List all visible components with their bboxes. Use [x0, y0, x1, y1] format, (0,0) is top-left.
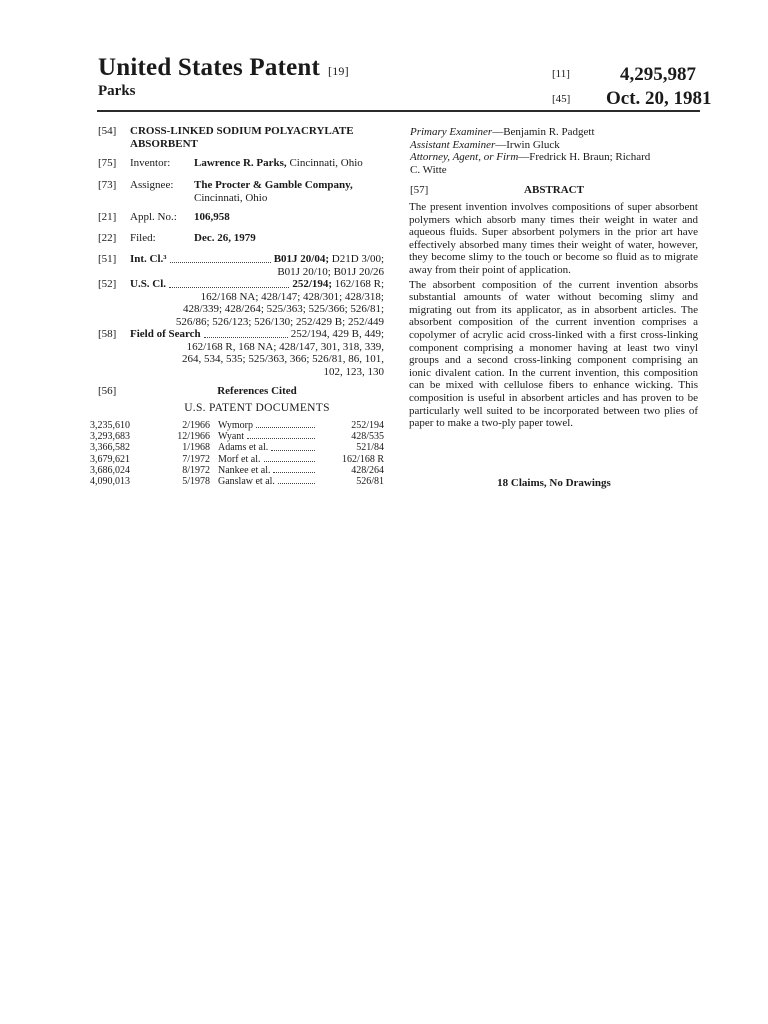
header-rule	[97, 110, 700, 112]
assignee-city: Cincinnati, Ohio	[194, 191, 268, 204]
inventor-city: Cincinnati, Ohio	[289, 157, 363, 169]
ref-name-text: Wyant	[218, 431, 245, 443]
ref-number: 3,366,582	[90, 442, 130, 454]
field-line4: 102, 123, 130	[323, 365, 384, 378]
intcl-field	[130, 253, 384, 278]
intcl-leader	[170, 261, 271, 263]
intcl-label: Int. Cl.³	[130, 253, 167, 265]
appl-code: [21]	[98, 211, 117, 223]
field-line2: 162/168 R, 168 NA; 428/147, 301, 318, 339,	[186, 340, 384, 353]
ref-row	[90, 431, 384, 442]
ref-date: 1/1968	[182, 442, 210, 454]
ref-date: 8/1972	[182, 464, 210, 476]
patent-title-text: United States Patent	[98, 54, 321, 81]
inventor-code: [75]	[98, 157, 117, 169]
intcl-line2: B01J 20/10; B01J 20/26	[277, 265, 384, 278]
primary-examiner-label: Primary Examiner	[410, 126, 493, 138]
uscl-field	[130, 278, 384, 328]
ref-class: 526/81	[356, 476, 384, 488]
appl-number: 106,958	[194, 211, 230, 223]
title-code: [54]	[98, 125, 117, 137]
refs-table	[90, 420, 384, 487]
assignee-code: [73]	[98, 179, 117, 191]
ref-name	[218, 442, 318, 453]
inventor-surname: Parks	[98, 83, 136, 99]
ref-leader	[271, 449, 314, 451]
uscl-primary: 252/194;	[292, 278, 333, 290]
refs-title: References Cited	[217, 385, 297, 397]
inventor-name: Lawrence R. Parks,	[194, 157, 287, 169]
intcl-values1	[274, 253, 384, 266]
date-code: [45]	[552, 93, 571, 105]
ref-class: 428/535	[351, 431, 384, 443]
ref-name-text: Nankee et al.	[218, 464, 271, 476]
uscl-code: [52]	[98, 278, 117, 290]
ref-leader	[264, 460, 315, 462]
intcl-primary: B01J 20/04;	[273, 253, 329, 265]
field-label: Field of Search	[130, 328, 201, 340]
ref-name	[218, 454, 318, 465]
ref-class: 162/168 R	[342, 453, 384, 465]
ref-name	[218, 420, 318, 431]
ref-row	[90, 465, 384, 476]
abstract-paragraph-2: The absorbent composition of the current invention absorbs substantial amounts of water without becoming slimy and migrating out from its applicator, as in absorbent articles. The absorbent composition of the current invention comprises a copolymer of acrylic acid cross-linked with a first cross-linking component comprising a monomer having at least two vinyl groups and a second cross-linking component comprising an ionic divalent cation. In the current invention, this composition can be mixed with cellulose fibers to enhance wicking. This composition is useful in absorbent articles and has proven to be particularly well suited to be incorporated between two plies of paper to make a two-ply paper towel.	[409, 278, 698, 430]
invention-title-line2: ABSORBENT	[130, 137, 198, 150]
invention-title	[130, 125, 354, 150]
intcl-secondary: D21D 3/00;	[329, 253, 384, 265]
ref-name-text: Adams et al.	[218, 442, 269, 454]
ref-number: 3,235,610	[90, 420, 130, 431]
ref-number: 4,090,013	[90, 476, 130, 488]
assignee-name: The Procter & Gamble Company,	[194, 179, 353, 191]
intcl-row1	[130, 253, 384, 266]
attorney	[410, 151, 698, 164]
patent-number: 4,295,987	[620, 64, 696, 85]
filed-date: Dec. 26, 1979	[194, 232, 256, 244]
ref-date: 5/1978	[182, 476, 210, 488]
invention-title-line1: CROSS-LINKED SODIUM POLYACRYLATE	[130, 125, 354, 137]
assistant-examiner-label: Assistant Examiner	[410, 138, 496, 151]
uscl-secondary: 162/168 R;	[332, 278, 384, 290]
ref-name-text: Wymorp	[218, 420, 253, 431]
uscl-line2: 162/168 NA; 428/147; 428/301; 428/318;	[200, 290, 384, 303]
ref-class: 428/264	[351, 464, 384, 476]
ref-leader	[247, 437, 315, 439]
field-code: [58]	[98, 328, 117, 340]
inventor-field	[194, 157, 363, 170]
ref-date: 7/1972	[182, 453, 210, 465]
filed-label: Filed:	[130, 232, 156, 244]
ref-row	[90, 454, 384, 465]
refs-subtitle: U.S. PATENT DOCUMENTS	[184, 402, 330, 414]
appl-label: Appl. No.:	[130, 211, 177, 223]
attorney-name-line2: C. Witte	[410, 163, 447, 176]
patent-number-code: [11]	[552, 68, 570, 80]
field-row1	[130, 328, 384, 341]
uscl-label: U.S. Cl.	[130, 278, 167, 290]
ref-row	[90, 476, 384, 487]
patent-title-code: [19]	[328, 64, 349, 78]
patent-title	[98, 54, 349, 82]
field-of-search	[130, 328, 384, 378]
field-leader	[204, 336, 288, 338]
ref-name	[218, 476, 318, 487]
refs-code: [56]	[98, 385, 117, 397]
ref-name	[218, 465, 318, 476]
abstract-body	[409, 201, 698, 430]
primary-examiner	[410, 126, 698, 139]
ref-name-text: Morf et al.	[218, 453, 261, 465]
attorney-name: —Fredrick H. Braun; Richard	[518, 151, 651, 163]
ref-name	[218, 431, 318, 442]
assignee-label: Assignee:	[130, 179, 174, 191]
ref-row	[90, 442, 384, 453]
refs-table-body	[90, 420, 384, 487]
assistant-examiner	[410, 139, 698, 152]
inventor-label: Inventor:	[130, 157, 171, 169]
uscl-values1	[292, 278, 384, 291]
claims-summary: 18 Claims, No Drawings	[497, 477, 611, 489]
ref-date: 12/1966	[177, 431, 210, 443]
ref-leader	[278, 482, 315, 484]
intcl-code: [51]	[98, 253, 117, 265]
patent-date: Oct. 20, 1981	[606, 88, 712, 109]
ref-number: 3,686,024	[90, 464, 130, 476]
abstract-paragraph-1: The present invention involves compositions of super absorbent polymers which absorb many times their weight in water and aqueous fluids. Super absorbent polymers in the prior art have effectively absorbed many times their weight of water, however, they become slimy to the touch or become so fluid as to migrate away from their point of application.	[409, 201, 698, 276]
assignee-field	[194, 179, 353, 204]
field-values1: 252/194, 429 B, 449;	[290, 328, 384, 340]
ref-name-text: Ganslaw et al.	[218, 476, 275, 488]
uscl-line3: 428/339; 428/264; 525/363; 525/366; 526/81;	[182, 303, 384, 315]
ref-class: 252/194	[351, 420, 384, 431]
ref-date: 2/1966	[182, 420, 210, 431]
ref-leader	[273, 471, 314, 473]
abstract-code: [57]	[410, 184, 429, 196]
ref-number: 3,679,621	[90, 453, 130, 465]
ref-leader	[256, 426, 315, 428]
uscl-line4: 526/86; 526/123; 526/130; 252/429 B; 252/449	[175, 315, 384, 328]
assistant-examiner-name: —Irwin Gluck	[495, 138, 560, 151]
abstract-title: ABSTRACT	[524, 184, 584, 196]
ref-number: 3,293,683	[90, 431, 130, 443]
filed-code: [22]	[98, 232, 117, 244]
uscl-row1	[130, 278, 384, 291]
ref-row	[90, 420, 384, 431]
ref-class: 521/84	[356, 442, 384, 454]
refs-table-wrap	[90, 420, 384, 487]
attorney-label: Attorney, Agent, or Firm	[410, 151, 519, 163]
primary-examiner-name: —Benjamin R. Padgett	[492, 126, 595, 138]
uscl-leader	[169, 286, 289, 288]
field-line3: 264, 534, 535; 525/363, 366; 526/81, 86, 101,	[182, 353, 384, 365]
examiners-block	[410, 126, 698, 176]
